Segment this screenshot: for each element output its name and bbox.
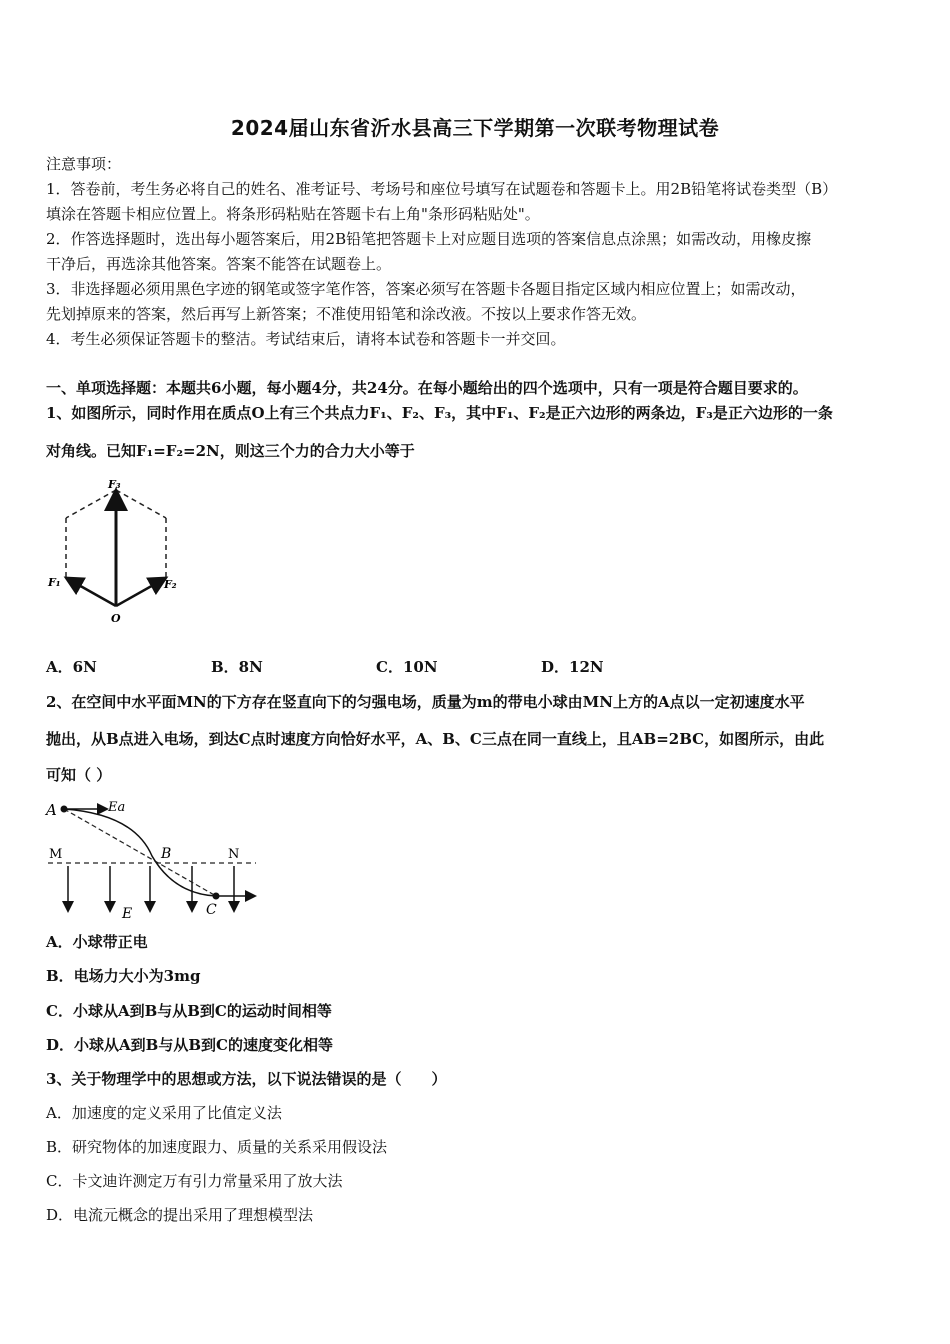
q3-option-b[interactable]: B．研究物体的加速度跟力、质量的关系采用假设法: [46, 1138, 388, 1156]
f1-label: F₁: [48, 576, 61, 589]
q1-option-c[interactable]: C．10N: [376, 658, 438, 676]
o-label: O: [111, 612, 121, 625]
point-c: [213, 893, 220, 900]
c-label: C: [206, 902, 217, 918]
notice-line: 先划掉原来的答案，然后再写上新答案；不准使用铅笔和涂改液。不按以上要求作答无效。: [46, 305, 647, 323]
q3-stem: 3、关于物理学中的思想或方法，以下说法错误的是（ ）: [46, 1070, 447, 1088]
b-label: B: [161, 846, 172, 862]
q1-stem-line2: 对角线。已知F₁=F₂=2N，则这三个力的合力大小等于: [46, 442, 415, 460]
notice-line: 2．作答选择题时，选出每小题答案后，用2B铅笔把答题卡上对应题目选项的答案信息点涂黑；如需改动，用橡皮擦: [46, 230, 812, 248]
point-a: [61, 806, 68, 813]
notice-line: 1．答卷前，考生务必将自己的姓名、准考证号、考场号和座位号填写在试题卷和答题卡上。用2B铅笔将试卷类型（B）: [46, 180, 838, 198]
hexagon-edge: [66, 490, 116, 518]
notice-line: 填涂在答题卡相应位置上。将条形码粘贴在答题卡右上角"条形码粘贴处"。: [46, 205, 540, 223]
notice-line: 4．考生必须保证答题卡的整洁。考试结束后，请将本试卷和答题卡一并交回。: [46, 330, 566, 348]
q2-option-b[interactable]: B．电场力大小为3mg: [46, 967, 201, 985]
q2-option-d[interactable]: D．小球从A到B与从B到C的速度变化相等: [46, 1036, 333, 1054]
notice-line: 干净后，再选涂其他答案。答案不能答在试题卷上。: [46, 255, 392, 273]
f1-vector: [68, 579, 116, 606]
q2-option-c[interactable]: C．小球从A到B与从B到C的运动时间相等: [46, 1002, 332, 1020]
notice-heading: 注意事项：: [46, 155, 122, 173]
q1-option-d[interactable]: D．12N: [541, 658, 604, 676]
q1-hexagon-figure: [46, 476, 186, 626]
notice-line: 3．非选择题必须用黑色字迹的钢笔或签字笔作答，答案必须写在答题卡各题目指定区域内相应位置上；如需改动，: [46, 280, 806, 298]
n-label: N: [228, 847, 240, 862]
q1-option-a[interactable]: A．6N: [46, 658, 97, 676]
hexagon-edge: [116, 490, 166, 518]
q2-stem-line3: 可知（ ）: [46, 766, 112, 784]
q3-option-d[interactable]: D．电流元概念的提出采用了理想模型法: [46, 1206, 314, 1224]
section-heading: 一、单项选择题：本题共6小题，每小题4分，共24分。在每小题给出的四个选项中，只有一项是符合题目要求的。: [46, 379, 808, 397]
abc-line: [64, 809, 216, 896]
q3-option-c[interactable]: C．卡文迪许测定万有引力常量采用了放大法: [46, 1172, 343, 1190]
f3-label: F₃: [108, 478, 121, 491]
ea-label: Ea: [108, 800, 126, 815]
q1-option-b[interactable]: B．8N: [211, 658, 263, 676]
f2-vector: [116, 579, 164, 606]
q1-stem-line1: 1、如图所示，同时作用在质点O上有三个共点力F₁、F₂、F₃，其中F₁、F₂是正六边形的两条边，F₃是正六边形的一条: [46, 404, 833, 422]
f2-label: F₂: [164, 578, 177, 591]
q2-stem-line2: 抛出，从B点进入电场，到达C点时速度方向恰好水平，A、B、C三点在同一直线上，且AB=2BC，如图所示，由此: [46, 730, 825, 748]
a-label: A: [46, 801, 57, 819]
q3-option-a[interactable]: A．加速度的定义采用了比值定义法: [46, 1104, 282, 1122]
page-title: 2024届山东省沂水县高三下学期第一次联考物理试卷: [230, 116, 720, 140]
q2-option-a[interactable]: A．小球带正电: [46, 933, 148, 951]
m-label: M: [49, 847, 63, 862]
q2-field-figure: [44, 796, 264, 926]
q2-stem-line1: 2、在空间中水平面MN的下方存在竖直向下的匀强电场，质量为m的带电小球由MN上方的A点以一定初速度水平: [46, 693, 805, 711]
e-label: E: [122, 906, 133, 922]
